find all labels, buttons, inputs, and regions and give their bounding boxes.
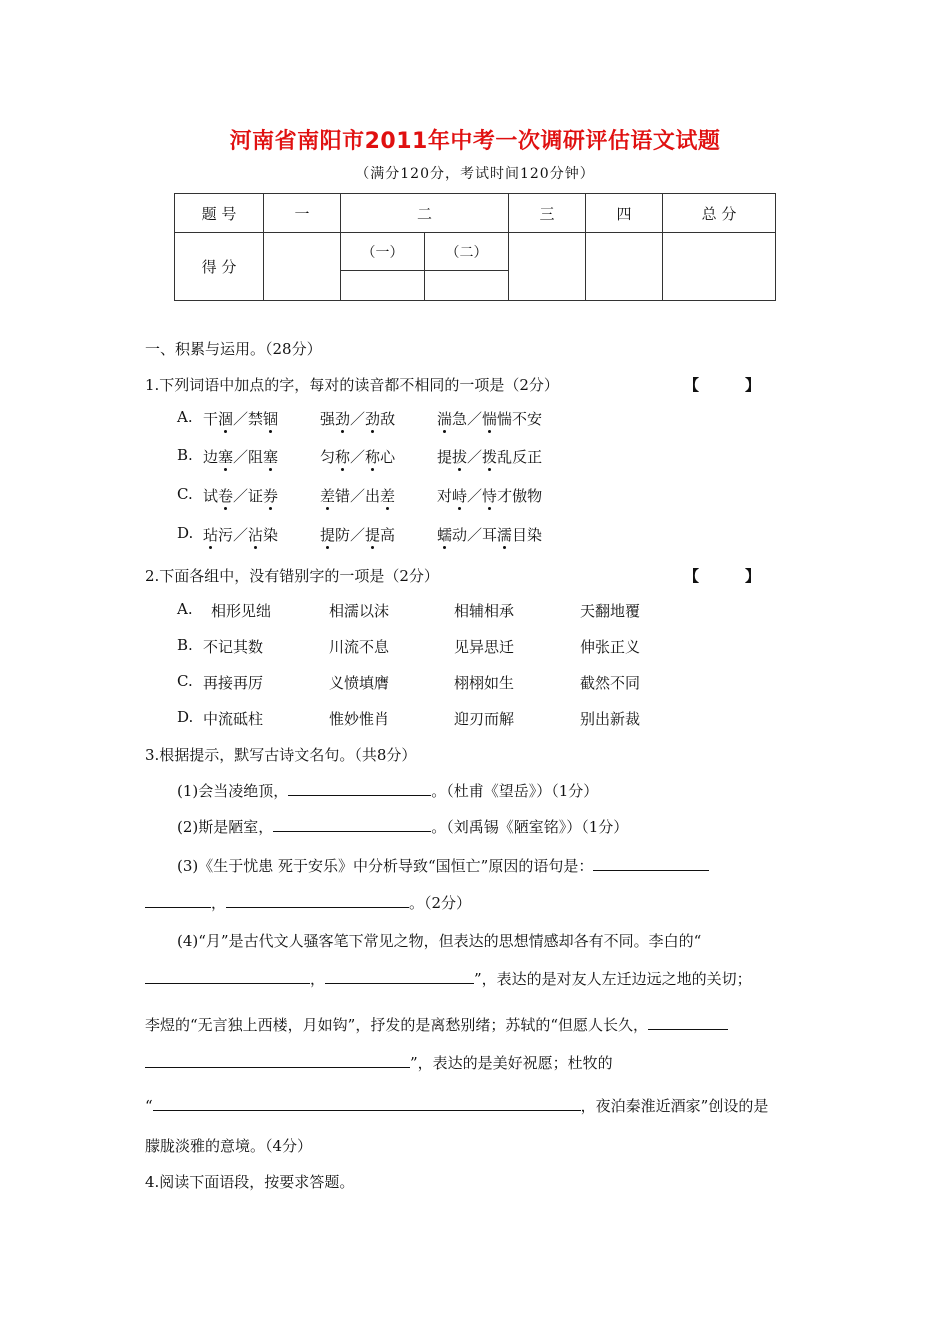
q2-option-b-letter: B. — [177, 636, 193, 654]
q1-option-d-letter: D. — [177, 524, 194, 542]
q2-option-c-word-2: 义愤填膺 — [329, 674, 390, 692]
q1-option-b-pair-3: 提拔／拨乱反正 — [437, 448, 543, 466]
score-cell-4 — [586, 233, 663, 301]
blank-2[interactable] — [273, 817, 431, 832]
blank-4c[interactable] — [648, 1015, 728, 1030]
q2-option-c-word-3: 栩栩如生 — [454, 674, 515, 692]
q3-item-2: (2)斯是陋室， 。（刘禹锡《陋室铭》）（1分） — [177, 818, 629, 836]
q2-stem: 2.下面各组中，没有错别字的一项是（2分） — [145, 567, 439, 585]
blank-3a[interactable] — [593, 856, 709, 871]
q1-option-d-pair-1: 玷污／沾染 — [203, 526, 279, 544]
q2-option-a-word-1: 相形见绌 — [211, 602, 272, 620]
q2-option-c-word-4: 截然不同 — [580, 674, 641, 692]
q1-bracket-left: 【 — [684, 376, 700, 394]
q1-option-d-pair-3: 蠕动／耳濡目染 — [437, 526, 543, 544]
q1-option-c-pair-1: 试卷／证券 — [203, 487, 279, 505]
q1-option-a-pair-1: 干涸／禁锢 — [203, 410, 279, 428]
q4-stem: 4.阅读下面语段，按要求答题。 — [145, 1173, 355, 1191]
q2-option-b-word-2: 川流不息 — [329, 638, 390, 656]
subheader-2-1: （一） — [341, 233, 425, 271]
header-part-3: 三 — [509, 194, 586, 233]
header-question-number: 题 号 — [175, 194, 264, 233]
blank-4d[interactable] — [145, 1053, 410, 1068]
q1-option-b-letter: B. — [177, 446, 193, 464]
score-table — [174, 193, 776, 301]
q1-option-a-pair-2: 强劲／劲敌 — [320, 410, 396, 428]
blank-4e[interactable] — [153, 1096, 581, 1111]
q1-option-b-pair-2: 匀称／称心 — [320, 448, 396, 466]
q1-stem: 1.下列词语中加点的字，每对的读音都不相同的一项是（2分） — [145, 376, 559, 394]
q3-item-4-line-6: 朦胧淡雅的意境。（4分） — [145, 1137, 313, 1155]
q2-option-c-word-1: 再接再厉 — [203, 674, 264, 692]
q2-option-d-word-4: 别出新裁 — [580, 710, 641, 728]
score-cell-3 — [509, 233, 586, 301]
score-cell-2-1 — [341, 271, 425, 301]
q3-item-4-line-1: (4)“月”是古代文人骚客笔下常见之物，但表达的思想情感却各有不同。李白的“ — [177, 932, 702, 950]
q2-option-b-word-1: 不记其数 — [203, 638, 264, 656]
q2-option-a-word-4: 天翻地覆 — [580, 602, 641, 620]
q2-option-b-word-3: 见异思迁 — [454, 638, 515, 656]
q1-option-c-pair-3: 对峙／恃才傲物 — [437, 487, 543, 505]
header-total: 总 分 — [663, 194, 776, 233]
q2-option-d-word-2: 惟妙惟肖 — [329, 710, 390, 728]
blank-4a[interactable] — [145, 969, 310, 984]
q1-option-a-pair-3: 湍急／惴惴不安 — [437, 410, 543, 428]
header-part-4: 四 — [586, 194, 663, 233]
page-subtitle: （满分120分，考试时间120分钟） — [355, 166, 595, 182]
q1-option-a-letter: A. — [177, 408, 193, 426]
blank-4b[interactable] — [325, 969, 474, 984]
section-1-heading: 一、积累与运用。（28分） — [145, 340, 322, 358]
q2-option-d-word-1: 中流砥柱 — [203, 710, 264, 728]
q2-option-d-word-3: 迎刃而解 — [454, 710, 515, 728]
q3-item-4-line-2: ， ”，表达的是对友人左迁边远之地的关切； — [145, 968, 752, 989]
q1-option-d-pair-2: 提防／提高 — [320, 526, 396, 544]
q2-option-a-word-3: 相辅相承 — [454, 602, 515, 620]
q2-option-c-letter: C. — [177, 672, 193, 690]
q1-option-b-pair-1: 边塞／阻塞 — [203, 448, 279, 466]
q1-option-c-pair-2: 差错／出差 — [320, 487, 396, 505]
q3-item-3-line-2: ， 。（2分） — [145, 892, 471, 913]
score-cell-1 — [264, 233, 341, 301]
q2-bracket-left: 【 — [684, 567, 700, 585]
q3-item-4-line-5: “ ，夜泊秦淮近酒家”创设的是 — [145, 1097, 769, 1115]
q2-option-a-letter: A. — [177, 600, 193, 618]
q3-item-4-line-3: 李煜的“无言独上西楼，月如钩”，抒发的是离愁别绪；苏轼的“但愿人长久， — [145, 1014, 728, 1035]
header-part-1: 一 — [264, 194, 341, 233]
score-cell-total — [663, 233, 776, 301]
blank-1[interactable] — [288, 781, 431, 796]
q3-item-1: (1)会当凌绝顶， 。（杜甫《望岳》）（1分） — [177, 782, 599, 800]
q3-item-3-line-1: (3)《生于忧患 死于安乐》中分析导致“国恒亡”原因的语句是： — [177, 855, 709, 876]
q2-bracket-right: 】 — [745, 567, 761, 585]
q1-option-c-letter: C. — [177, 485, 193, 503]
blank-3c[interactable] — [226, 893, 409, 908]
q3-stem: 3.根据提示，默写古诗文名句。（共8分） — [145, 746, 417, 764]
q2-option-d-letter: D. — [177, 708, 194, 726]
header-part-2: 二 — [341, 194, 509, 233]
q2-option-a-word-2: 相濡以沫 — [329, 602, 390, 620]
row-score-label: 得 分 — [175, 233, 264, 301]
q1-bracket-right: 】 — [745, 376, 761, 394]
q2-option-b-word-4: 伸张正义 — [580, 638, 641, 656]
q3-item-4-line-4: ”，表达的是美好祝愿；杜牧的 — [145, 1052, 613, 1073]
page-title: 河南省南阳市2011年中考一次调研评估语文试题 — [229, 129, 721, 154]
blank-3b[interactable] — [145, 893, 211, 908]
subheader-2-2: （二） — [425, 233, 509, 271]
score-cell-2-2 — [425, 271, 509, 301]
